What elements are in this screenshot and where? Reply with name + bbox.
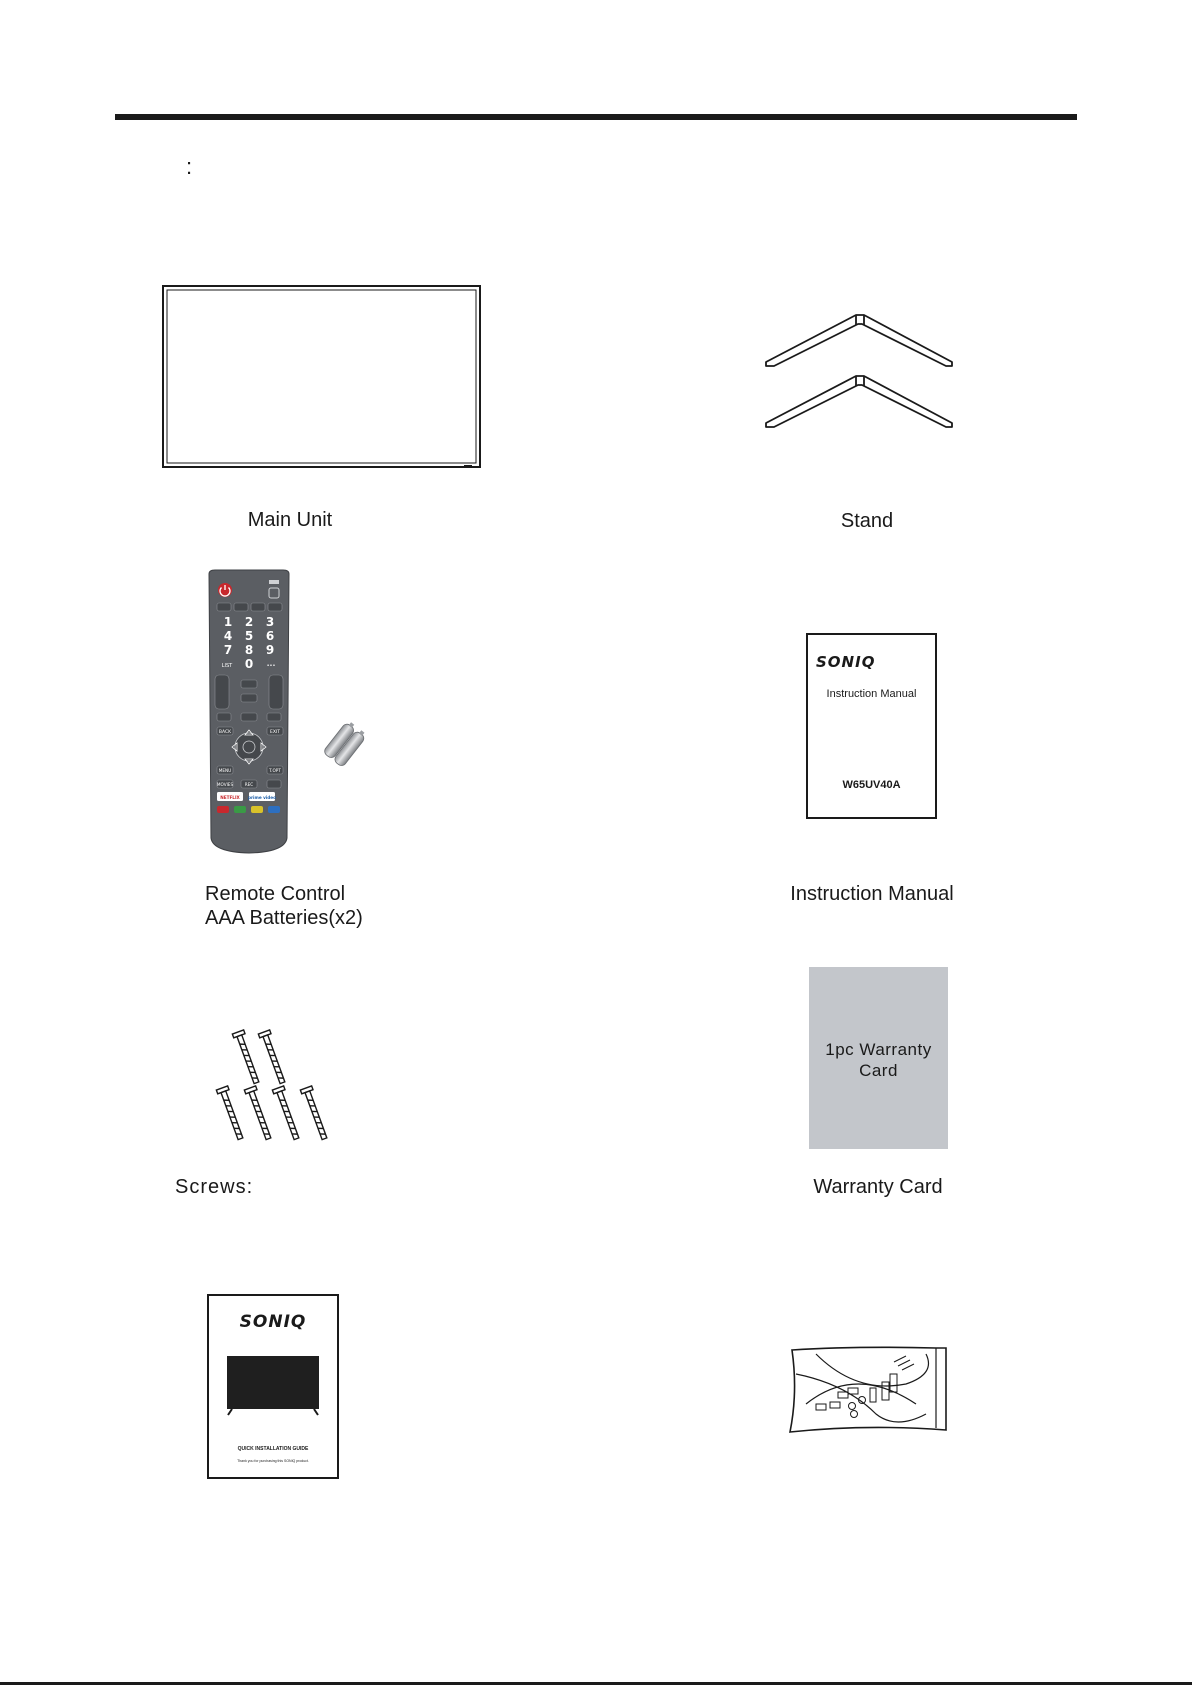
svg-text:T.OPT: T.OPT — [269, 768, 281, 773]
svg-text:4: 4 — [223, 629, 233, 643]
svg-text:MENU: MENU — [218, 768, 232, 773]
guide-tv-icon — [226, 1355, 320, 1417]
remote-caption-line1: Remote Control — [205, 883, 346, 905]
tv-main-unit-illustration — [162, 285, 482, 470]
svg-text:8: 8 — [244, 643, 254, 657]
heading-colon: : — [186, 154, 193, 179]
svg-text:0: 0 — [244, 657, 254, 671]
svg-text:MOVIES: MOVIES — [216, 782, 234, 787]
stand-leg-lower — [766, 376, 952, 427]
manual-cover-title: Instruction Manual — [826, 688, 917, 700]
warranty-card-text-line1: 1pc Warranty — [825, 1040, 932, 1059]
warranty-card-caption: Warranty Card — [813, 1176, 943, 1198]
warranty-card — [809, 967, 948, 1149]
svg-text:5: 5 — [244, 629, 254, 643]
manual-model-number: W65UV40A — [842, 779, 901, 791]
guide-brand-logo: SONIQ — [239, 1312, 307, 1332]
svg-text:NETFLIX: NETFLIX — [220, 795, 240, 800]
screws-caption: Screws: — [175, 1176, 254, 1198]
svg-text:LIST: LIST — [221, 663, 233, 669]
stand-caption: Stand — [840, 510, 894, 532]
main-unit-caption: Main Unit — [247, 509, 333, 531]
warranty-card-text-line2: Card — [859, 1061, 898, 1080]
header-rule — [115, 114, 1077, 120]
svg-text:•••: ••• — [266, 663, 276, 669]
guide-title: QUICK INSTALLATION GUIDE — [237, 1446, 309, 1452]
instruction-manual-caption: Instruction Manual — [790, 883, 954, 905]
svg-text:REC: REC — [244, 782, 254, 787]
aaa-batteries-illustration — [319, 722, 375, 772]
manual-brand-logo: SONIQ — [816, 653, 876, 671]
instruction-manual-booklet — [806, 633, 937, 819]
svg-text:prime video: prime video — [247, 795, 277, 800]
digit-1: 1 — [223, 615, 233, 629]
svg-text:9: 9 — [265, 643, 275, 657]
svg-text:7: 7 — [223, 643, 233, 657]
stand-leg-upper — [766, 315, 952, 366]
remote-control-illustration — [207, 570, 291, 854]
stand-illustration — [764, 312, 956, 432]
quick-installation-guide — [207, 1294, 339, 1479]
svg-text:BACK: BACK — [218, 730, 232, 735]
svg-text:2: 2 — [244, 615, 254, 629]
svg-text:EXIT: EXIT — [269, 730, 281, 735]
screws-illustration — [212, 1030, 336, 1148]
guide-subtitle: Thank you for purchasing this SONIQ product. — [237, 1459, 309, 1463]
svg-text:3: 3 — [265, 615, 275, 629]
svg-text:6: 6 — [265, 629, 275, 643]
accessory-bag-illustration — [786, 1344, 948, 1434]
remote-caption-line2: AAA Batteries(x2) — [205, 907, 363, 929]
